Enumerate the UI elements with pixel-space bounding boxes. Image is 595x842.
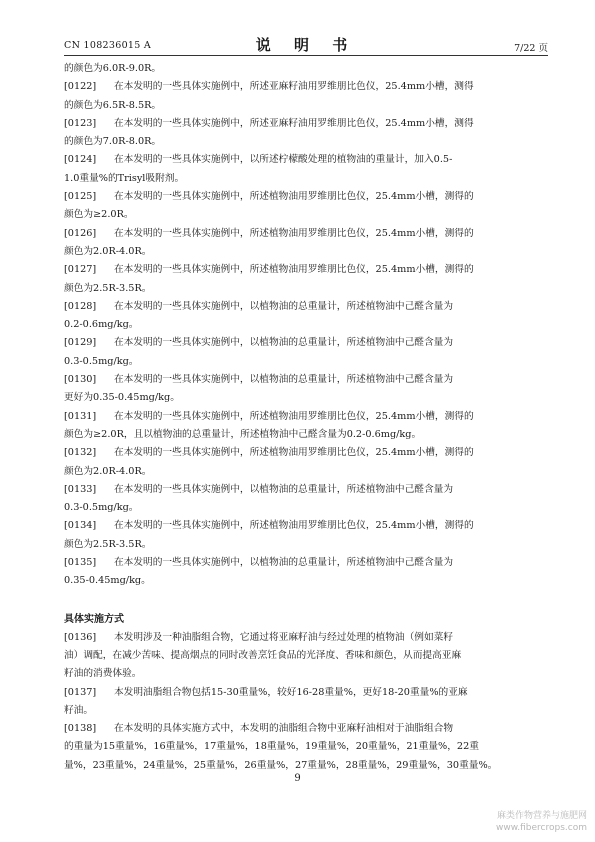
paragraph-continuation: 颜色为≥2.0R，且以植物油的总重量计，所述植物油中己醛含量为0.2-0.6mg/kg。 <box>64 428 422 440</box>
paragraph-number: [0127] <box>64 264 97 276</box>
paragraph-number: [0124] <box>64 154 97 166</box>
paragraph <box>64 78 544 115</box>
paragraph <box>64 720 544 775</box>
paragraph-number: [0125] <box>64 191 97 203</box>
paragraph-list-embodiments <box>64 629 544 775</box>
paragraph <box>64 517 544 554</box>
paragraph-number: [0134] <box>64 520 97 532</box>
paragraph-continuation: 籽油。 <box>64 704 94 716</box>
paragraph-continuation: 颜色为2.0R-4.0R。 <box>64 465 152 477</box>
paragraph-first-line <box>64 444 544 462</box>
paragraph-text: 在本发明的一些具体实施例中，所述植物油用罗维朋比色仪，25.4mm小槽，测得的 <box>114 520 474 532</box>
watermark-url: www.fibercrops.com <box>496 823 587 833</box>
paragraph <box>64 554 544 591</box>
paragraph-continuation: 0.35-0.45mg/kg。 <box>64 575 151 587</box>
paragraph-continuation: 的颜色为7.0R-8.0R。 <box>64 136 162 148</box>
header-rule <box>64 55 548 56</box>
paragraph-continuation: 的颜色为6.5R-8.5R。 <box>64 99 162 111</box>
paragraph-continuation: 颜色为2.5R-3.5R。 <box>64 282 152 294</box>
paragraph-text: 在本发明的一些具体实施例中，所述亚麻籽油用罗维朋比色仪，25.4mm小槽，测得 <box>114 81 474 93</box>
paragraph-number: [0132] <box>64 447 97 459</box>
watermark-site-name: 麻类作物营养与施肥网 <box>496 811 587 821</box>
paragraph-continuation: 0.3-0.5mg/kg。 <box>64 355 139 367</box>
paragraph-text: 本发明油脂组合物包括15-30重量%，较好16-28重量%，更好18-20重量%的亚麻 <box>114 686 468 698</box>
paragraph-continuation: 的重量为15重量%，16重量%，17重量%，18重量%，19重量%，20重量%，21重量%，22重 <box>64 741 479 753</box>
paragraph-first-line <box>64 720 544 738</box>
paragraph-number: [0136] <box>64 631 97 643</box>
paragraph <box>64 151 544 188</box>
paragraph-text: 在本发明的一些具体实施例中，所述亚麻籽油用罗维朋比色仪，25.4mm小槽，测得 <box>114 117 474 129</box>
paragraph-number: [0129] <box>64 337 97 349</box>
paragraph-first-line <box>64 684 544 702</box>
paragraph-continuation: 颜色为2.0R-4.0R。 <box>64 245 152 257</box>
paragraph-text: 在本发明的一些具体实施例中，以植物油的总重量计，所述植物油中己醛含量为 <box>114 374 454 386</box>
paragraph <box>64 371 544 408</box>
paragraph-first-line <box>64 481 544 499</box>
paragraph-text: 在本发明的一些具体实施例中，以所述柠檬酸处理的植物油的重量计，加入0.5- <box>114 154 453 166</box>
paragraph-number: [0130] <box>64 374 97 386</box>
paragraph <box>64 481 544 518</box>
paragraph <box>64 629 544 684</box>
paragraph-continuation: 1.0重量%的Trisyl吸附剂。 <box>64 172 185 184</box>
paragraph <box>64 334 544 371</box>
paragraph <box>64 298 544 335</box>
paragraph-text: 本发明涉及一种油脂组合物，它通过将亚麻籽油与经过处理的植物油（例如菜籽 <box>114 631 454 643</box>
document-body <box>64 60 544 775</box>
paragraph-number: [0133] <box>64 483 97 495</box>
paragraph-first-line <box>64 261 544 279</box>
paragraph-number: [0131] <box>64 410 97 422</box>
paragraph-list <box>64 78 544 590</box>
paragraph-continuation: 颜色为2.5R-3.5R。 <box>64 538 152 550</box>
paragraph-first-line <box>64 188 544 206</box>
paragraph-text: 在本发明的一些具体实施例中，所述植物油用罗维朋比色仪，25.4mm小槽，测得的 <box>114 264 474 276</box>
paragraph-continuation: 籽油的消费体验。 <box>64 668 142 680</box>
paragraph-text: 在本发明的一些具体实施例中，所述植物油用罗维朋比色仪，25.4mm小槽，测得的 <box>114 191 474 203</box>
paragraph-first-line <box>64 517 544 535</box>
paragraph-number: [0128] <box>64 300 97 312</box>
paragraph-first-line <box>64 629 544 647</box>
paragraph-first-line <box>64 334 544 352</box>
paragraph <box>64 261 544 298</box>
page-number: 9 <box>294 773 301 784</box>
section-heading: 具体实施方式 <box>64 613 124 625</box>
paragraph-text: 在本发明的一些具体实施例中，以植物油的总重量计，所述植物油中己醛含量为 <box>114 337 454 349</box>
paragraph-continuation: 油）调配，在减少苦味、提高烟点的同时改善烹饪食品的光泽度、香味和颜色，从而提高亚麻 <box>64 649 462 661</box>
paragraph-continuation: 更好为0.35-0.45mg/kg。 <box>64 392 180 404</box>
paragraph-text: 在本发明的具体实施方式中，本发明的油脂组合物中亚麻籽油相对于油脂组合物 <box>114 723 454 735</box>
paragraph-text: 在本发明的一些具体实施例中，以植物油的总重量计，所述植物油中己醛含量为 <box>114 557 454 569</box>
paragraph-text: 在本发明的一些具体实施例中，所述植物油用罗维朋比色仪，25.4mm小槽，测得的 <box>114 227 474 239</box>
paragraph-continuation: 颜色为≥2.0R。 <box>64 209 134 221</box>
paragraph <box>64 115 544 152</box>
paragraph-number: [0123] <box>64 117 97 129</box>
page-counter: 7/22 页 <box>514 43 548 54</box>
paragraph-continuation: 0.2-0.6mg/kg。 <box>64 319 139 331</box>
watermark <box>496 810 587 834</box>
document-title: 说 明 书 <box>255 36 357 54</box>
paragraph <box>64 188 544 225</box>
paragraph-first-line <box>64 151 544 169</box>
paragraph-number: [0137] <box>64 686 97 698</box>
paragraph-first-line <box>64 225 544 243</box>
paragraph-first-line <box>64 408 544 426</box>
paragraph <box>64 444 544 481</box>
paragraph-number: [0122] <box>64 81 97 93</box>
paragraph-text: 在本发明的一些具体实施例中，所述植物油用罗维朋比色仪，25.4mm小槽，测得的 <box>114 410 474 422</box>
continued-line: 的颜色为6.0R-9.0R。 <box>64 63 162 74</box>
paragraph <box>64 408 544 445</box>
patent-number: CN 108236015 A <box>64 40 152 51</box>
paragraph-first-line <box>64 78 544 96</box>
paragraph-continuation: 0.3-0.5mg/kg。 <box>64 502 139 514</box>
paragraph <box>64 684 544 721</box>
paragraph-text: 在本发明的一些具体实施例中，所述植物油用罗维朋比色仪，25.4mm小槽，测得的 <box>114 447 474 459</box>
paragraph-number: [0138] <box>64 723 97 735</box>
paragraph-number: [0126] <box>64 227 97 239</box>
paragraph-first-line <box>64 554 544 572</box>
paragraph <box>64 225 544 262</box>
page-header <box>64 32 548 56</box>
paragraph-text: 在本发明的一些具体实施例中，以植物油的总重量计，所述植物油中己醛含量为 <box>114 300 454 312</box>
paragraph-first-line <box>64 115 544 133</box>
paragraph-text: 在本发明的一些具体实施例中，以植物油的总重量计，所述植物油中己醛含量为 <box>114 483 454 495</box>
paragraph-first-line <box>64 371 544 389</box>
paragraph-continuation: 量%，23重量%，24重量%，25重量%，26重量%，27重量%，28重量%，29重量%，30重量%。 <box>64 759 498 771</box>
paragraph-first-line <box>64 298 544 316</box>
paragraph-number: [0135] <box>64 557 97 569</box>
